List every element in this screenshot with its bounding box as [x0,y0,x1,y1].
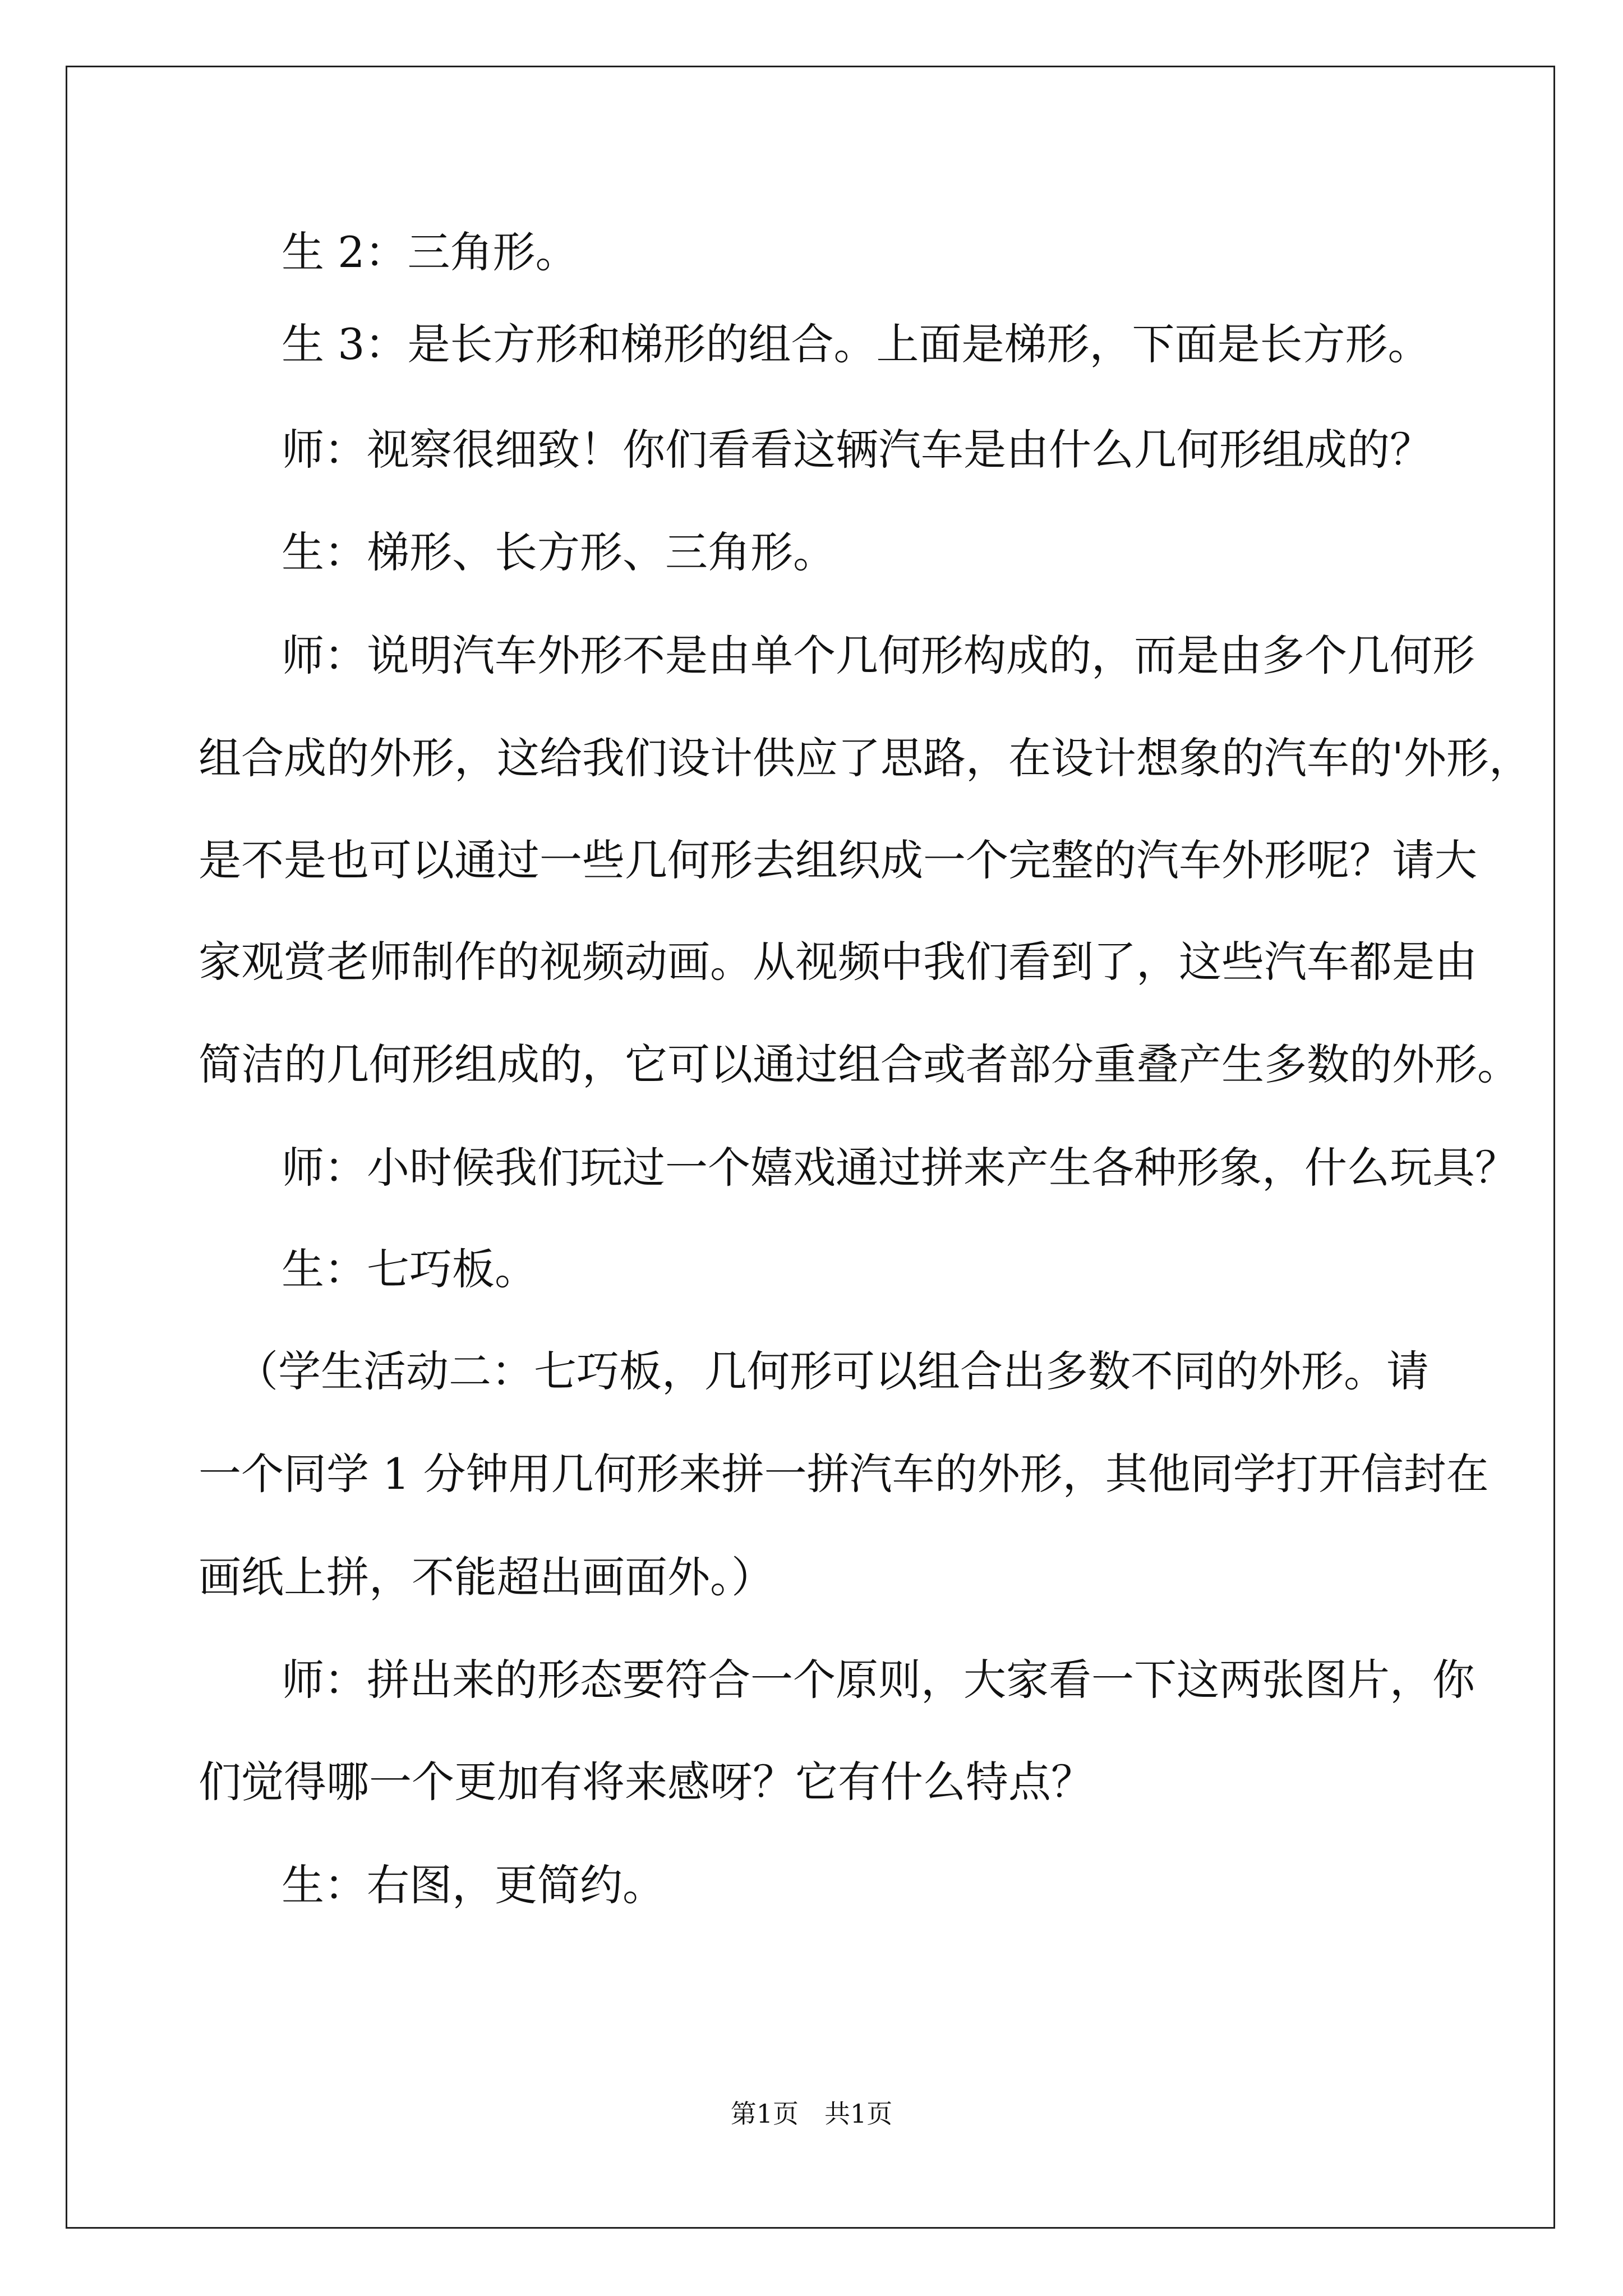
text-line: 师：拼出来的形态要符合一个原则，大家看一下这两张图片，你 [282,1655,1475,1705]
text-line: 生：右图，更简约。 [282,1860,665,1910]
text-line: 师：说明汽车外形不是由单个几何形构成的，而是由多个几何形 [282,631,1475,680]
text-line: 生：梯形、长方形、三角形。 [282,527,836,577]
text-line: 师：小时候我们玩过一个嬉戏通过拼来产生各种形象，什么玩具？ [282,1143,1518,1193]
text-line: 家观赏老师制作的视频动画。从视频中我们看到了，这些汽车都是由 [199,937,1477,987]
text-line: 简洁的几何形组成的，它可以通过组合或者部分重叠产生多数的外形。 [199,1039,1520,1089]
text-line: 们觉得哪一个更加有将来感呀？它有什么特点？ [199,1757,1094,1807]
text-line: （学生活动二：七巧板，几何形可以组合出多数不同的外形。请 [236,1346,1429,1396]
text-line: 画纸上拼，不能超出画面外。） [199,1552,774,1602]
page-footer: 第1页 共1页 [730,2099,893,2129]
text-line: 生：七巧板。 [282,1244,537,1294]
text-line: 是不是也可以通过一些几何形去组织成一个完整的汽车外形呢？请大 [199,835,1477,885]
text-line: 一个同学 1 分钟用几何形来拼一拼汽车的外形，其他同学打开信封在 [199,1449,1489,1499]
text-line: 师：视察很细致！你们看看这辆汽车是由什么几何形组成的？ [282,425,1432,475]
text-line: 生 2：三角形。 [282,227,578,277]
text-line: 组合成的外形，这给我们设计供应了思路，在设计想象的汽车的'外形， [199,733,1532,783]
text-line: 生 3：是长方形和梯形的组合。上面是梯形，下面是长方形。 [282,319,1431,369]
